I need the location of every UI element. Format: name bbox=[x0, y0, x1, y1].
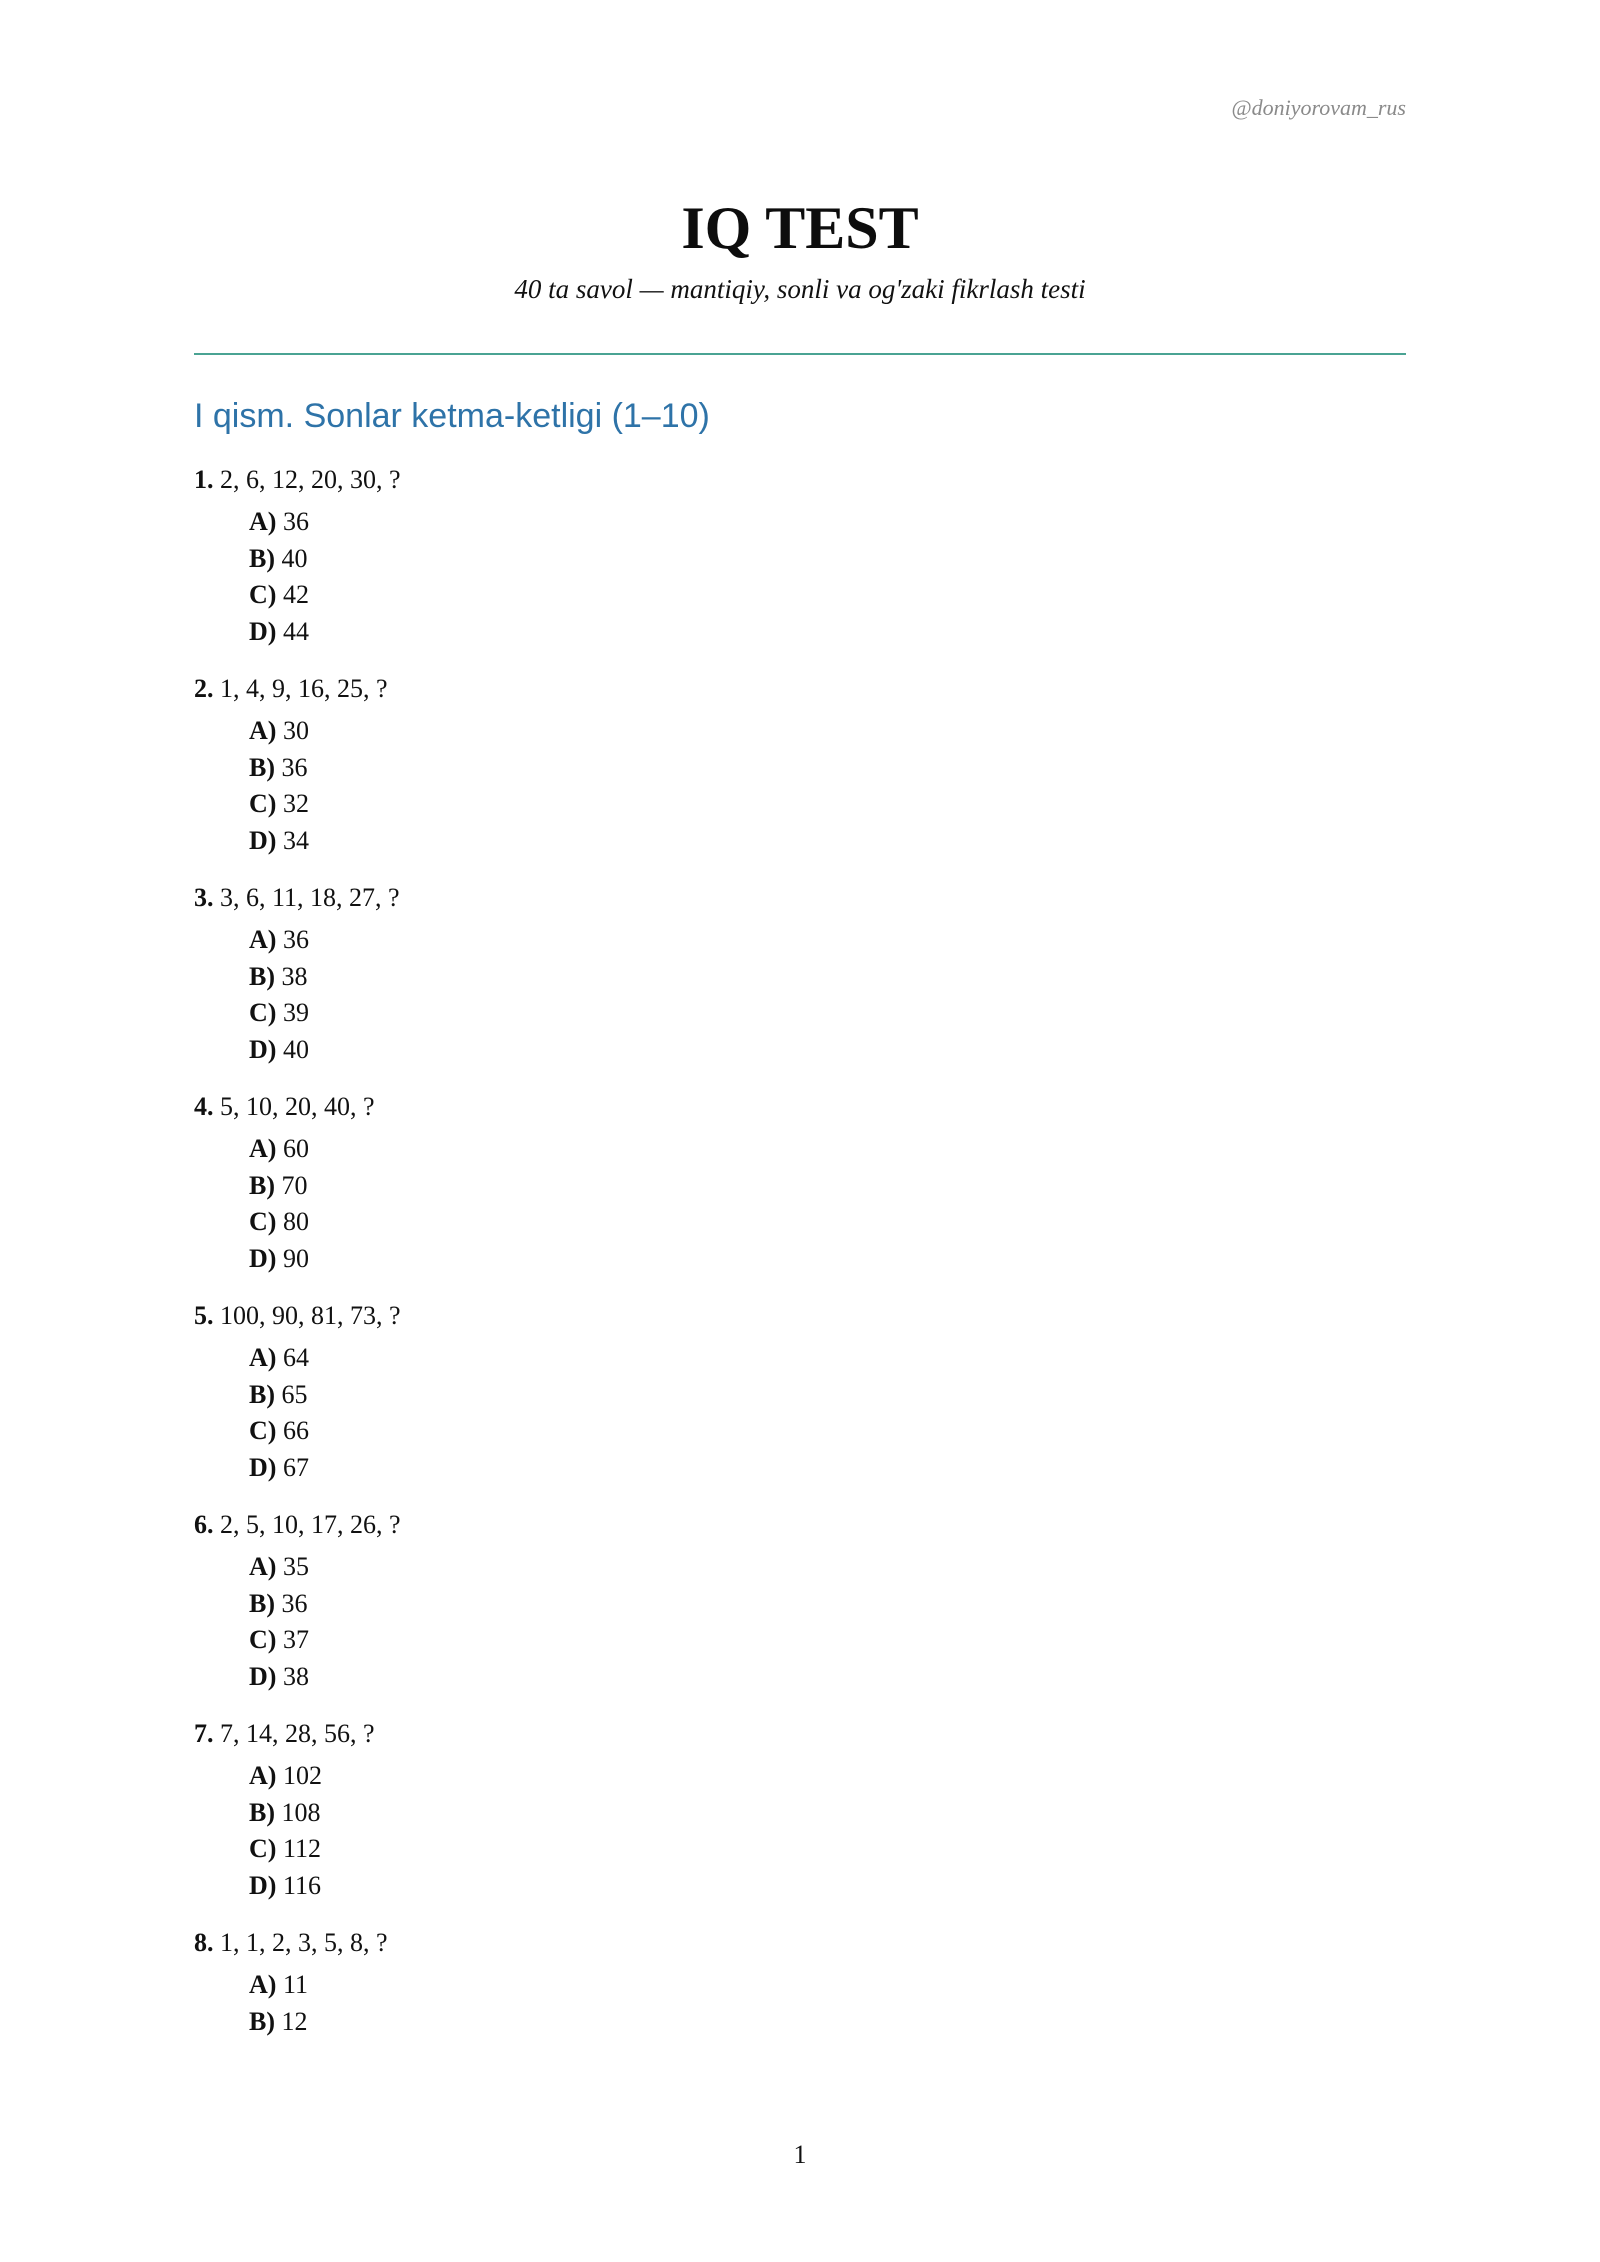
question-text: 2, 6, 12, 20, 30, ? bbox=[220, 465, 401, 494]
question-line bbox=[194, 671, 1406, 707]
option-item bbox=[249, 959, 1406, 996]
question-number: 2. bbox=[194, 674, 214, 703]
question-item bbox=[194, 1298, 1406, 1486]
question-line bbox=[194, 1716, 1406, 1752]
option-letter: A) bbox=[249, 925, 277, 954]
option-text: 36 bbox=[281, 1588, 308, 1618]
question-number: 4. bbox=[194, 1092, 214, 1121]
question-text: 3, 6, 11, 18, 27, ? bbox=[220, 883, 400, 912]
option-letter: A) bbox=[249, 1552, 277, 1581]
option-letter: D) bbox=[249, 1452, 277, 1482]
option-item bbox=[249, 823, 1406, 860]
option-letter: B) bbox=[249, 961, 275, 991]
option-text: 11 bbox=[282, 1970, 308, 1999]
question-item bbox=[194, 1716, 1406, 1904]
option-item bbox=[249, 1659, 1406, 1696]
question-line bbox=[194, 1507, 1406, 1543]
option-text: 32 bbox=[282, 789, 309, 818]
option-item bbox=[249, 1340, 1406, 1377]
option-letter: C) bbox=[249, 1834, 277, 1863]
option-item bbox=[249, 1549, 1406, 1586]
option-item bbox=[249, 922, 1406, 959]
option-text: 116 bbox=[282, 1870, 321, 1900]
option-item bbox=[249, 1377, 1406, 1414]
option-item bbox=[249, 1032, 1406, 1069]
option-text: 39 bbox=[282, 998, 309, 1027]
question-item bbox=[194, 1507, 1406, 1695]
option-letter: C) bbox=[249, 789, 277, 818]
question-item bbox=[194, 880, 1406, 1068]
question-text: 100, 90, 81, 73, ? bbox=[220, 1301, 401, 1330]
question-text: 2, 5, 10, 17, 26, ? bbox=[220, 1510, 401, 1539]
option-text: 40 bbox=[282, 1034, 309, 1064]
option-letter: D) bbox=[249, 616, 277, 646]
option-text: 102 bbox=[282, 1761, 322, 1790]
option-item bbox=[249, 1450, 1406, 1487]
question-item bbox=[194, 1089, 1406, 1277]
option-list bbox=[194, 1549, 1406, 1695]
question-line bbox=[194, 1925, 1406, 1961]
option-text: 112 bbox=[282, 1834, 321, 1863]
option-text: 42 bbox=[282, 580, 309, 609]
question-number: 1. bbox=[194, 465, 214, 494]
page-number: 1 bbox=[793, 2140, 807, 2169]
option-item bbox=[249, 713, 1406, 750]
option-text: 90 bbox=[282, 1243, 309, 1273]
option-text: 44 bbox=[282, 616, 309, 646]
option-item bbox=[249, 1413, 1406, 1450]
option-item bbox=[249, 1586, 1406, 1623]
option-item bbox=[249, 1868, 1406, 1905]
option-letter: C) bbox=[249, 1625, 277, 1654]
option-text: 30 bbox=[282, 716, 309, 745]
question-item bbox=[194, 462, 1406, 650]
option-text: 64 bbox=[282, 1343, 309, 1372]
question-line bbox=[194, 1089, 1406, 1125]
question-list bbox=[194, 462, 1406, 2061]
option-item bbox=[249, 541, 1406, 578]
option-letter: B) bbox=[249, 1797, 275, 1827]
option-letter: D) bbox=[249, 825, 277, 855]
option-text: 60 bbox=[282, 1134, 309, 1163]
option-letter: B) bbox=[249, 1170, 275, 1200]
option-text: 70 bbox=[281, 1170, 308, 1200]
option-item bbox=[249, 750, 1406, 787]
question-line bbox=[194, 880, 1406, 916]
option-list bbox=[194, 1340, 1406, 1486]
option-letter: B) bbox=[249, 752, 275, 782]
section-heading: I qism. Sonlar ketma-ketligi (1–10) bbox=[194, 397, 710, 435]
option-item bbox=[249, 577, 1406, 614]
option-item bbox=[249, 1241, 1406, 1278]
option-item bbox=[249, 1204, 1406, 1241]
option-letter: A) bbox=[249, 1134, 277, 1163]
option-list bbox=[194, 922, 1406, 1068]
option-text: 12 bbox=[281, 2006, 308, 2036]
option-item bbox=[249, 614, 1406, 651]
option-item bbox=[249, 1758, 1406, 1795]
option-item bbox=[249, 1131, 1406, 1168]
option-text: 67 bbox=[282, 1452, 309, 1482]
option-letter: B) bbox=[249, 1379, 275, 1409]
option-letter: A) bbox=[249, 1761, 277, 1790]
option-letter: C) bbox=[249, 998, 277, 1027]
option-letter: B) bbox=[249, 2006, 275, 2036]
question-text: 1, 4, 9, 16, 25, ? bbox=[220, 674, 388, 703]
question-text: 5, 10, 20, 40, ? bbox=[220, 1092, 375, 1121]
option-item bbox=[249, 2004, 1406, 2041]
option-text: 65 bbox=[281, 1379, 308, 1409]
question-number: 7. bbox=[194, 1719, 214, 1748]
option-letter: C) bbox=[249, 1416, 277, 1445]
page-title: IQ TEST bbox=[681, 195, 919, 261]
option-letter: A) bbox=[249, 507, 277, 536]
question-line bbox=[194, 462, 1406, 498]
option-text: 34 bbox=[282, 825, 309, 855]
question-number: 3. bbox=[194, 883, 214, 912]
option-text: 36 bbox=[281, 752, 308, 782]
option-item bbox=[249, 786, 1406, 823]
option-text: 108 bbox=[281, 1797, 321, 1827]
option-text: 66 bbox=[282, 1416, 309, 1445]
question-item bbox=[194, 1925, 1406, 2040]
option-letter: D) bbox=[249, 1243, 277, 1273]
option-letter: D) bbox=[249, 1661, 277, 1691]
option-item bbox=[249, 1168, 1406, 1205]
option-item bbox=[249, 995, 1406, 1032]
option-letter: B) bbox=[249, 543, 275, 573]
question-text: 1, 1, 2, 3, 5, 8, ? bbox=[220, 1928, 388, 1957]
option-text: 38 bbox=[281, 961, 308, 991]
page-subtitle: 40 ta savol — mantiqiy, sonli va og'zaki fikrlash testi bbox=[514, 274, 1086, 304]
option-letter: A) bbox=[249, 716, 277, 745]
option-item bbox=[249, 1795, 1406, 1832]
option-letter: D) bbox=[249, 1870, 277, 1900]
option-item bbox=[249, 504, 1406, 541]
option-item bbox=[249, 1831, 1406, 1868]
question-line bbox=[194, 1298, 1406, 1334]
question-number: 6. bbox=[194, 1510, 214, 1539]
option-text: 37 bbox=[282, 1625, 309, 1654]
question-number: 5. bbox=[194, 1301, 214, 1330]
option-letter: A) bbox=[249, 1343, 277, 1372]
option-text: 36 bbox=[282, 507, 309, 536]
option-item bbox=[249, 1967, 1406, 2004]
title-divider bbox=[194, 353, 1406, 355]
option-list bbox=[194, 504, 1406, 650]
option-letter: A) bbox=[249, 1970, 277, 1999]
option-text: 38 bbox=[282, 1661, 309, 1691]
option-letter: C) bbox=[249, 1207, 277, 1236]
option-text: 40 bbox=[281, 543, 308, 573]
option-letter: D) bbox=[249, 1034, 277, 1064]
option-list bbox=[194, 1131, 1406, 1277]
option-text: 36 bbox=[282, 925, 309, 954]
option-text: 80 bbox=[282, 1207, 309, 1236]
option-list bbox=[194, 1967, 1406, 2040]
option-letter: C) bbox=[249, 580, 277, 609]
question-number: 8. bbox=[194, 1928, 214, 1957]
watermark-handle: @doniyorovam_rus bbox=[1231, 95, 1406, 120]
option-list bbox=[194, 1758, 1406, 1904]
question-text: 7, 14, 28, 56, ? bbox=[220, 1719, 375, 1748]
option-text: 35 bbox=[282, 1552, 309, 1581]
option-list bbox=[194, 713, 1406, 859]
option-item bbox=[249, 1622, 1406, 1659]
option-letter: B) bbox=[249, 1588, 275, 1618]
question-item bbox=[194, 671, 1406, 859]
